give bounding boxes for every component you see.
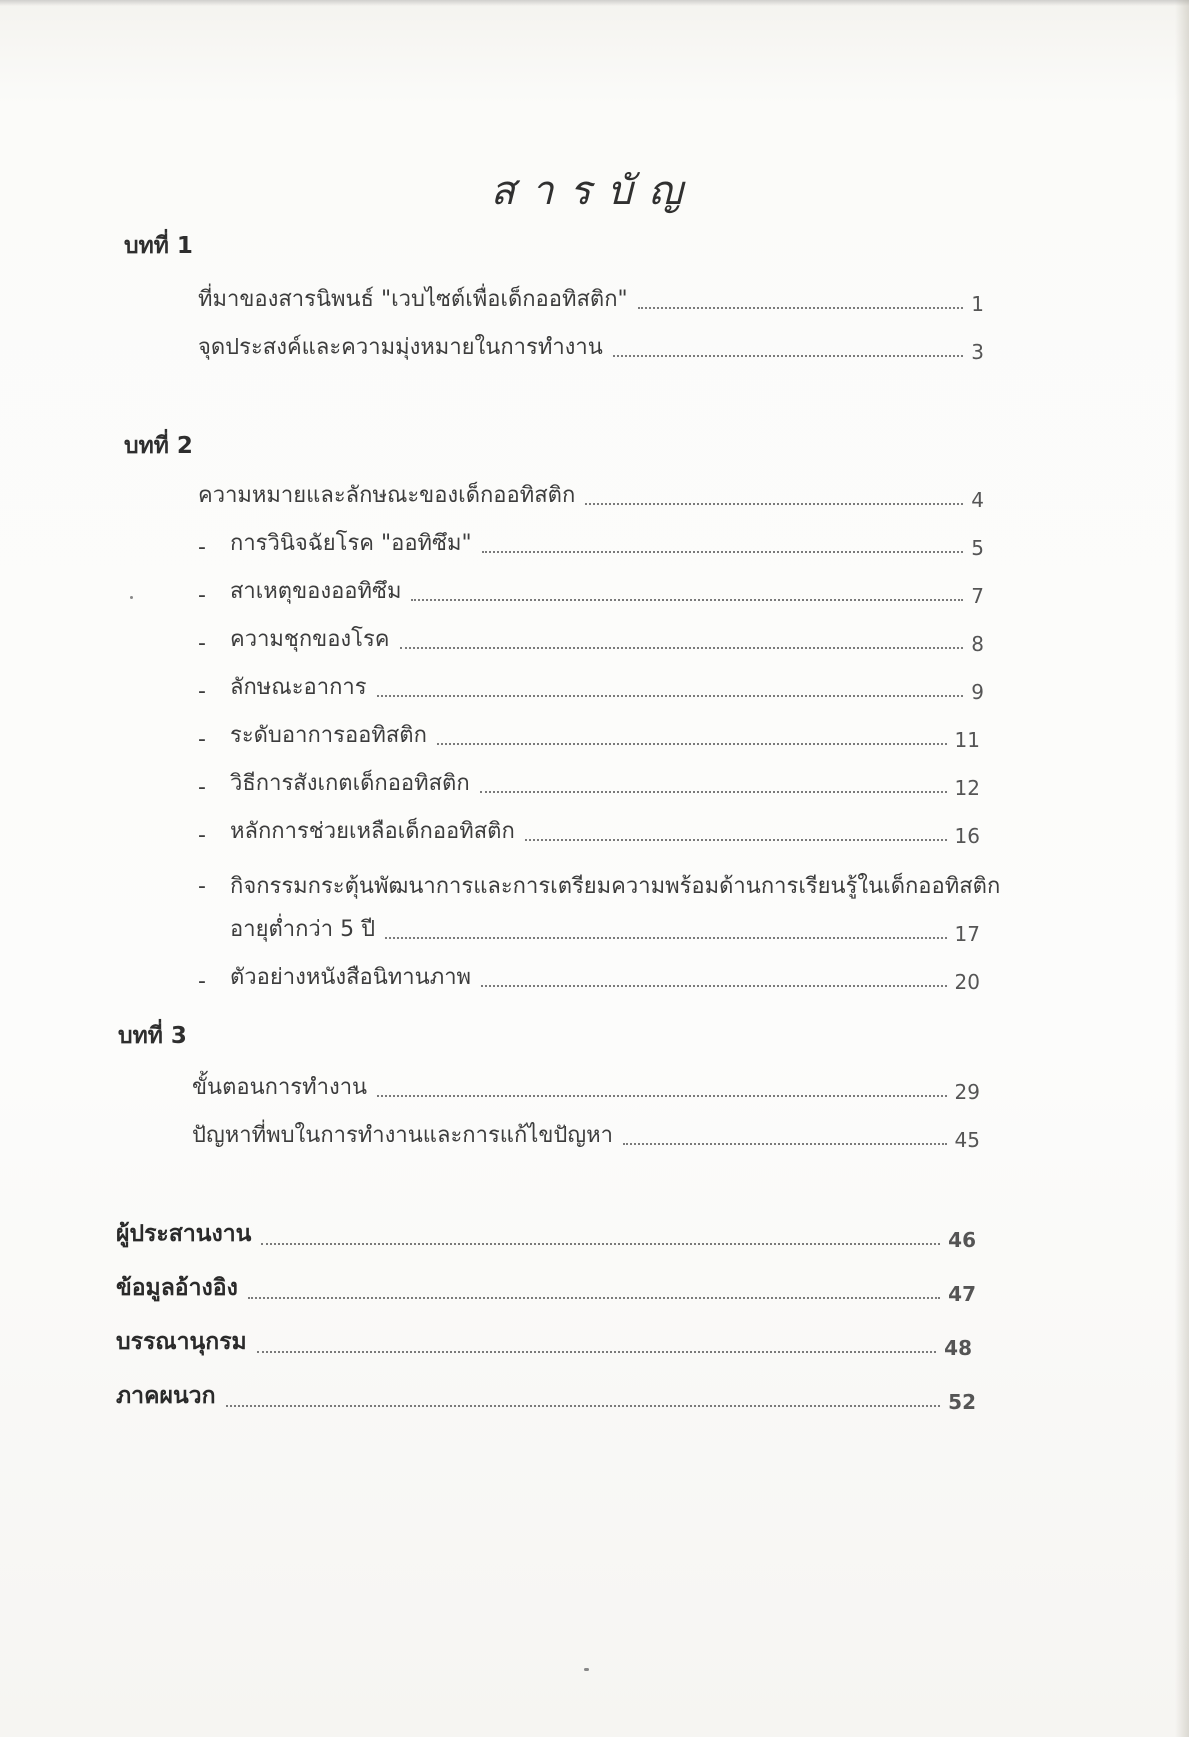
dot-leader xyxy=(638,307,964,309)
toc-entry-label: ระดับอาการออทิสติก xyxy=(230,723,427,748)
dot-leader xyxy=(613,355,963,357)
toc-entry-page: 3 xyxy=(971,340,984,364)
page-right-edge xyxy=(1175,0,1189,1737)
dot-leader xyxy=(385,937,946,939)
toc-entry-label: ปัญหาที่พบในการทำงานและการแก้ไขปัญหา xyxy=(192,1123,613,1148)
toc-entry-page: 11 xyxy=(954,728,980,752)
toc-entry-page: 16 xyxy=(954,824,980,848)
bullet-dash: - xyxy=(198,679,206,704)
toc-subentry-continuation xyxy=(230,912,980,946)
toc-entry[interactable] xyxy=(192,1118,980,1152)
toc-entry-label: กิจกรรมกระตุ้นพัฒนาการและการเตรียมความพร้อมด้านการเรียนรู้ในเด็กออทิสติก xyxy=(230,874,1001,899)
chapter-2-heading: บทที่ 2 xyxy=(124,433,193,459)
dot-leader xyxy=(480,791,947,793)
toc-entry-page: 5 xyxy=(971,536,984,560)
toc-entry-label: ภาคผนวก xyxy=(116,1383,216,1409)
toc-entry-label: ข้อมูลอ้างอิง xyxy=(116,1275,238,1301)
dot-leader xyxy=(377,1095,946,1097)
toc-entry-label: ผู้ประสานงาน xyxy=(116,1221,252,1247)
dot-leader xyxy=(248,1297,940,1299)
toc-entry-label: จุดประสงค์และความมุ่งหมายในการทำงาน xyxy=(198,335,603,360)
dot-leader xyxy=(585,503,963,505)
toc-entry-page: 47 xyxy=(948,1282,976,1306)
dot-leader xyxy=(261,1243,940,1245)
toc-entry-page: 4 xyxy=(971,488,984,512)
toc-subentry[interactable] xyxy=(198,670,984,704)
toc-entry-page: 48 xyxy=(944,1336,972,1360)
toc-entry-page: 7 xyxy=(971,584,984,608)
toc-backmatter-entry[interactable] xyxy=(116,1218,976,1252)
toc-entry-label: ขั้นตอนการทำงาน xyxy=(192,1075,368,1100)
toc-subentry[interactable] xyxy=(198,718,980,752)
chapter-3-heading: บทที่ 3 xyxy=(118,1023,187,1049)
toc-subentry[interactable] xyxy=(198,960,980,994)
dot-leader xyxy=(525,839,947,841)
bullet-dash: - xyxy=(198,874,206,899)
dot-leader xyxy=(257,1351,936,1353)
toc-entry-label: ความหมายและลักษณะของเด็กออทิสติก xyxy=(198,483,576,508)
page-title: สารบัญ xyxy=(490,168,699,214)
dot-leader xyxy=(400,647,964,649)
toc-entry-label: ตัวอย่างหนังสือนิทานภาพ xyxy=(230,965,472,990)
bullet-dash: - xyxy=(198,823,206,848)
dot-leader xyxy=(437,743,947,745)
dot-leader xyxy=(377,695,964,697)
toc-subentry[interactable] xyxy=(198,814,980,848)
bullet-dash: - xyxy=(198,775,206,800)
dot-leader xyxy=(481,985,946,987)
toc-entry-page: 52 xyxy=(948,1390,976,1414)
toc-subentry[interactable] xyxy=(198,526,984,560)
toc-entry[interactable] xyxy=(198,330,984,364)
toc-entry-page: 12 xyxy=(954,776,980,800)
page-top-edge xyxy=(0,0,1189,6)
paper-speck xyxy=(130,596,133,599)
toc-entry-label: ความชุกของโรค xyxy=(230,627,390,652)
dot-leader xyxy=(411,599,963,601)
toc-entry-page: 1 xyxy=(971,292,984,316)
bullet-dash: - xyxy=(198,583,206,608)
paper-speck xyxy=(584,1668,589,1671)
toc-subentry-multiline[interactable] xyxy=(198,868,1000,903)
toc-entry-label-continuation: อายุต่ำกว่า 5 ปี xyxy=(230,917,376,942)
toc-backmatter-entry[interactable] xyxy=(116,1326,972,1360)
dot-leader xyxy=(226,1405,941,1407)
bullet-dash: - xyxy=(198,727,206,752)
bullet-dash: - xyxy=(198,631,206,656)
toc-backmatter-entry[interactable] xyxy=(116,1380,976,1414)
toc-entry-label: ลักษณะอาการ xyxy=(230,675,367,700)
bullet-dash: - xyxy=(198,969,206,994)
chapter-1-heading: บทที่ 1 xyxy=(124,233,193,259)
toc-entry-page: 29 xyxy=(954,1080,980,1104)
toc-entry-page: 8 xyxy=(971,632,984,656)
toc-entry[interactable] xyxy=(192,1070,980,1104)
toc-entry-page: 9 xyxy=(971,680,984,704)
toc-entry-label: การวินิจฉัยโรค "ออทิซึม" xyxy=(230,531,472,556)
toc-entry-label: บรรณานุกรม xyxy=(116,1329,247,1355)
toc-entry-label: ที่มาของสารนิพนธ์ "เวบไซต์เพื่อเด็กออทิสติก" xyxy=(198,287,628,312)
toc-entry-page: 46 xyxy=(948,1228,976,1252)
toc-entry-label: หลักการช่วยเหลือเด็กออทิสติก xyxy=(230,819,515,844)
toc-entry[interactable] xyxy=(198,478,984,512)
toc-entry-label: วิธีการสังเกตเด็กออทิสติก xyxy=(230,771,470,796)
toc-backmatter-entry[interactable] xyxy=(116,1272,976,1306)
toc-entry[interactable] xyxy=(198,282,984,316)
toc-subentry[interactable] xyxy=(198,574,984,608)
toc-entry-page: 45 xyxy=(954,1128,980,1152)
dot-leader xyxy=(623,1143,947,1145)
toc-entry-page: 20 xyxy=(954,970,980,994)
bullet-dash: - xyxy=(198,535,206,560)
toc-entry-label: สาเหตุของออทิซึม xyxy=(230,579,402,604)
toc-subentry[interactable] xyxy=(198,766,980,800)
dot-leader xyxy=(482,551,964,553)
toc-subentry[interactable] xyxy=(198,622,984,656)
toc-entry-page: 17 xyxy=(954,922,980,946)
